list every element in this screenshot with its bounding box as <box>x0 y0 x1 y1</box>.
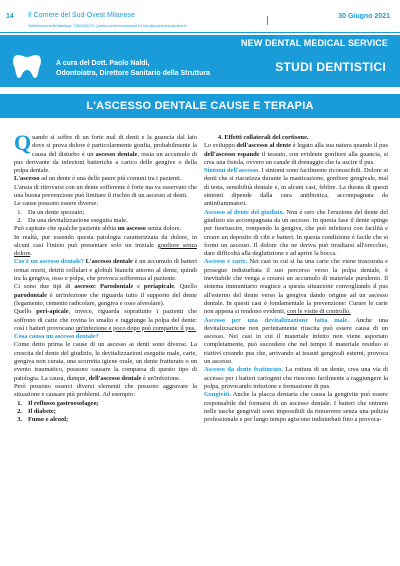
paragraph: Come detto prima le cause di un ascesso ai denti sono diverse. La crescita del dente del giudizio, le devitalizzazioni eseguite male, carie, gengiva non curata, una scorretta igiene orale, un dente fratturato o un evento traumatico, possono causare la comparsa di questo tipo di patologia. La causa, dunque, dell'ascesso dentale è un'infezione. <box>14 341 197 382</box>
page-number: 14 <box>6 13 14 20</box>
section-heading: Ascesso al dente del giudizio. <box>204 208 285 216</box>
paragraph: L'ansia di ritrovarsi con un dente sofferente è forte ma va osservato che una buona prevenzione può limitare il rischio di un ascesso ai denti. <box>14 183 197 200</box>
studios-label: STUDI DENTISTICI <box>275 60 386 74</box>
section-heading: Ascesso e carie. <box>204 258 248 266</box>
paragraph: In realtà, pur essendo questa patologia caratterizzata da dolore, in alcuni casi l'inizio può presentare solo un iniziale gonfiore senza dolore. <box>14 233 197 258</box>
author-role: Odontoiatra, Direttore Sanitario della Struttura <box>56 70 211 77</box>
list-item: 4. Effetti collaterali del cortisone. <box>218 134 309 141</box>
list-item: 1. Da un dente spezzato; <box>14 208 85 216</box>
newspaper-name: Il Corriere del Sud-Ovest Milanese <box>28 12 135 19</box>
paragraph: Però possono esserci diversi elementi che possono aggravare la situazione e causare più problemi. Ad esempio: <box>14 382 197 399</box>
paragraph: Quando si soffre di un forte mal di denti e la guancia dal lato dove si prova dolore è particolarmente gonfia, probabilmente la causa del disturbo è un ascesso dentale, ossia un accumulo di pus derivante da infezioni batteriche a carico delle gengive o della polpa dentale. <box>14 130 197 175</box>
list-item: 2. Da una devitalizzazione eseguita male. <box>14 216 128 224</box>
paragraph: Sintomi dell'ascesso. I sintomi sono facilmente riconoscibili. Dolore ai denti che si riacutizza durante la masticazione, gonfiore gengivale, mal di testa, sensibilità dentale e, in alcuni casi, febbre. La durata di questi sintomi dipende dalla cura antibiotica, accompagnata da antinfiammatori. <box>204 167 388 208</box>
service-banner <box>0 35 400 87</box>
section-heading: Cos'è un ascesso dentale? <box>14 258 84 266</box>
paragraph: Gengiviti. Anche la placca dentaria che causa la gengivite può essere responsabile del formarsi di un ascesso dentale. I batteri che entrano nelle tasche gengivali sono impossibili da rimuovere senza una pulizia professionale e per lungo tempo agiscono indisturbati fino a provoca- <box>204 391 388 424</box>
article-title: L'ASCESSO DENTALE CAUSE E TERAPIA <box>0 94 400 118</box>
tooth-icon <box>10 51 44 81</box>
contact-line: Telefono/sms/WhatsApp: 335/335170 | www.corrieresudovest.it | info@corrieresudovest.it <box>28 23 187 28</box>
page-header <box>0 0 400 36</box>
paragraph: Ascesso da dente fratturato. La rottura di un dente, crea una via di accesso per i batteri cariogeni che riescono facilmente a raggiungere la polpa, provocando infezione e formazione di pus. <box>204 366 388 390</box>
factors-list <box>14 400 197 425</box>
section-heading: Sintomi dell'ascesso. <box>204 167 260 175</box>
author-name: A cura del Dott. Paolo Naldi, <box>56 60 150 67</box>
list-item: 1. Il reflusso gastroesofageo; <box>14 399 99 407</box>
article-column-right <box>204 134 388 424</box>
header-divider <box>267 16 268 25</box>
section-heading: Ascesso per una devitalizzazione fatta male. <box>204 316 349 324</box>
list-item: 2. Il diabete; <box>14 407 56 415</box>
header-rule <box>0 32 400 33</box>
paragraph: Può capitare che qualche paziente abbia un ascesso senza dolore. <box>14 225 182 233</box>
paragraph: Ascesso per una devitalizzazione fatta male. Anche una devitalizzazione non perfettamente riuscita può essere causa di un ascesso. Nei casi in cui il materiale infetto non viene asportato completamente, può succedere che nel tempo il materiale residuo si riattivi creando pus che, arrivando ai tessuti gengivali esterni, provoca un ascesso. <box>204 316 388 366</box>
paragraph: Le cause possono essere diverse: <box>14 200 99 208</box>
list-item: 3. Fumo e alcool; <box>14 416 69 424</box>
drop-cap: Q <box>14 130 32 155</box>
paragraph: Ascesso e carie. Nei casi in cui si ha una carie che viene trascurata e prosegue indisturbata il suo percorso verso la polpa dentale, è inevitabile che venga a crearsi un accumulo di materiale purulento. Il sistema immunitario reagisce a questa situazione convogliando il pus all'esterno del dente verso la gengiva dando origine ad un ascesso dentale. In questi casi è fondamentale la prevenzione: Curare le carie non appena si rendono evidenti, con le visite di controllo. <box>204 258 388 316</box>
section-heading: Cosa causa un ascesso dentale? <box>14 333 99 341</box>
paragraph: Ascesso al dente del giudizio. Non è raro che l'eruzione del dente del giudizio sia accompagnata da un ascesso. In questa fase il dente spinge per fuoriuscire, rompendo la gengiva, che può infettarsi con facilità e creare un deposito di cibi e batteri. In questa condizione è facile che si formi un ascesso. Il dolore che ne deriva può irradiarsi all'orecchio, dare difficoltà alla deglutizione e ad aprire la bocca. <box>204 208 388 258</box>
issue-date: 30 Giugno 2021 <box>338 13 390 20</box>
paragraph: L'ascesso ad un dente è una delle paure più comuni tra i pazienti. <box>14 175 182 183</box>
service-name: NEW DENTAL MEDICAL SERVICE <box>241 38 388 48</box>
section-heading: Gengiviti. <box>204 391 231 399</box>
paragraph: Ci sono due tipi di ascesso: Parodontale e periapicale. Quello parodontale è un'infezione che riguarda tutto il supporto del dente (legamento, cemento radicolare, gengiva e osso alveolare). <box>14 283 197 307</box>
paragraph: Quello peri-apicale, invece, riguarda soprattutto i pazienti che soffrono di carie che rovina lo smalto e raggiunge la polpa del dente: così i batteri provocano un'infezione e poco dopo può comparire il pus. <box>14 308 198 332</box>
section-heading: Ascesso da dente fratturato. <box>204 366 283 374</box>
paragraph: Lo sviluppo dell'ascesso al dente è legato alla sua natura quando il pus dell'ascesso espande il tessuto, con evidente gonfiore alla guancia, si crea una fistola, ovvero un canale di drenaggio che fa uscire il pus. <box>204 142 388 166</box>
article-column-left <box>14 130 198 424</box>
causes-list <box>14 209 197 226</box>
author-credit <box>56 59 210 79</box>
paragraph: Cos'è un ascesso dentale? L'ascesso dentale è un accumulo di batteri ormai morti, detriti cellulari e globuli bianchi attorno al dente, quindi tra la gengiva, osso e polpa, che provoca sofferenza al paziente. <box>14 258 197 283</box>
